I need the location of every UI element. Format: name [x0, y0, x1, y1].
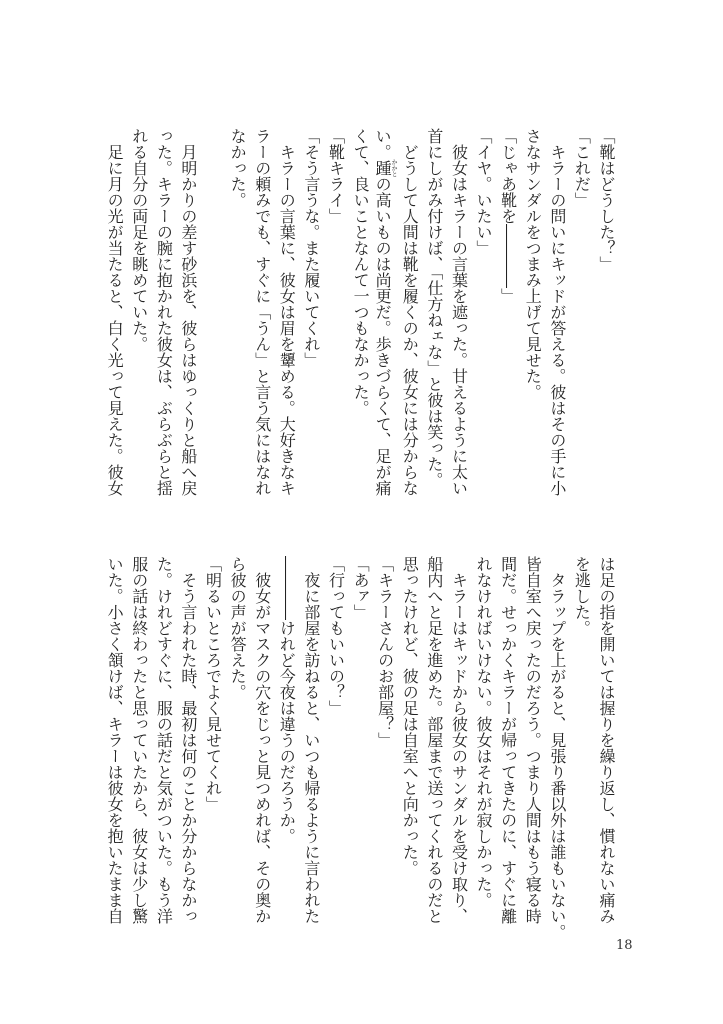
text-line: 「イヤ。いたい」 [474, 128, 494, 256]
text-line: 彼女がマスクの穴をじっと見つめれば、その奥か [252, 556, 272, 924]
ruby-word [373, 159, 398, 177]
text-line: なかった。 [228, 128, 248, 208]
text-line: 「靴はどうした？」 [597, 128, 616, 272]
text-line: そう言われた時、最初は何のことか分からなかっ [178, 556, 198, 924]
text-line: 間だ。せっかくキラーが帰ってきたのに、すぐに離 [498, 556, 518, 924]
bottom-text-block [102, 556, 618, 940]
text-line: 「行ってもいいの？」 [326, 556, 346, 716]
text-line: た。けれどすぐに、服の話だと気がついた。もう洋 [154, 556, 174, 924]
text-line: 「じゃあ靴を――――」 [498, 128, 518, 304]
text-line: 「これだ」 [572, 128, 592, 208]
text-line: った。キラーの腕に抱かれた彼女は、ぶらぶらと揺 [154, 128, 174, 496]
text-line: 夜に部屋を訪ねると、いつも帰るように言われた [301, 556, 321, 924]
text-line: 服の話は終わったと思っていたから、彼女は少し驚 [129, 556, 149, 924]
text-line-with-ruby [372, 128, 398, 496]
text-line: キラーはキッドから彼女のサンダルを受け取り、 [449, 556, 469, 924]
blank-line [200, 128, 225, 488]
text-line: どうして人間は靴を履くのか、彼女には分からな [400, 128, 420, 496]
top-text-block [102, 128, 618, 496]
text-line: 船内へと足を進めた。部屋まで送ってくれるのだと [424, 556, 444, 924]
page-number: 18 [616, 938, 633, 953]
text-line: 思ったけれど、彼の足は自室へと向かった。 [400, 556, 420, 876]
text-line: 彼女はキラーの言葉を遮った。甘えるように太い [449, 128, 469, 496]
text-line: ら彼の声が答えた。 [228, 556, 248, 700]
text-line: キラーの言葉に、彼女は眉を顰める。大好きなキ [277, 128, 297, 496]
ruby-reading: かかと [390, 159, 398, 177]
ruby-base: 踵 [373, 159, 393, 177]
text-line: 「あァ」 [351, 556, 371, 620]
text-line: タラップを上がると、見張り番以外は誰もいない。 [547, 556, 567, 940]
text-line: 皆自室へ戻ったのだろう。つまり人間はもう寝る時 [523, 556, 543, 924]
text-line: 月明かりの差す砂浜を、彼らはゆっくりと船へ戻 [178, 128, 198, 496]
text-line: れなければいけない。彼女はそれが寂しかった。 [474, 556, 494, 908]
text-line: 首にしがみ付けば、「仕方ねェな」と彼は笑った。 [424, 128, 444, 488]
text-line: ラーの頼みでも、すぐに「うん」と言う気にはなれ [252, 128, 272, 496]
text-segment: い。 [373, 128, 393, 160]
text-line: を逃した。 [572, 556, 592, 636]
text-line: 足に月の光が当たると、白く光って見えた。彼女 [105, 128, 125, 496]
text-line: 「そう言うな。また履いてくれ」 [301, 128, 321, 368]
text-line: れる自分の両足を眺めていた。 [129, 128, 149, 352]
text-line: くて、良いことなんて一つもなかった。 [351, 128, 371, 416]
text-line: さなサンダルをつまみ上げて見せた。 [523, 128, 543, 400]
text-segment: の高いものは尚更だ。歩きづらくて、足が痛 [373, 176, 393, 496]
text-line: 「靴キライ」 [326, 128, 346, 224]
text-line: 「キラーさんのお部屋？」 [375, 556, 395, 748]
text-line: は足の指を開いては握りを繰り返し、慣れない痛み [597, 556, 616, 924]
text-line: キラーの問いにキッドが答える。彼はその手に小 [547, 128, 567, 496]
text-line: いた。小さく頷けば、キラーは彼女を抱いたまま自 [105, 556, 125, 924]
text-line: 「明るいところでよく見せてくれ」 [203, 556, 223, 812]
text-line: ――――けれど今夜は違うのだろうか。 [277, 556, 297, 844]
